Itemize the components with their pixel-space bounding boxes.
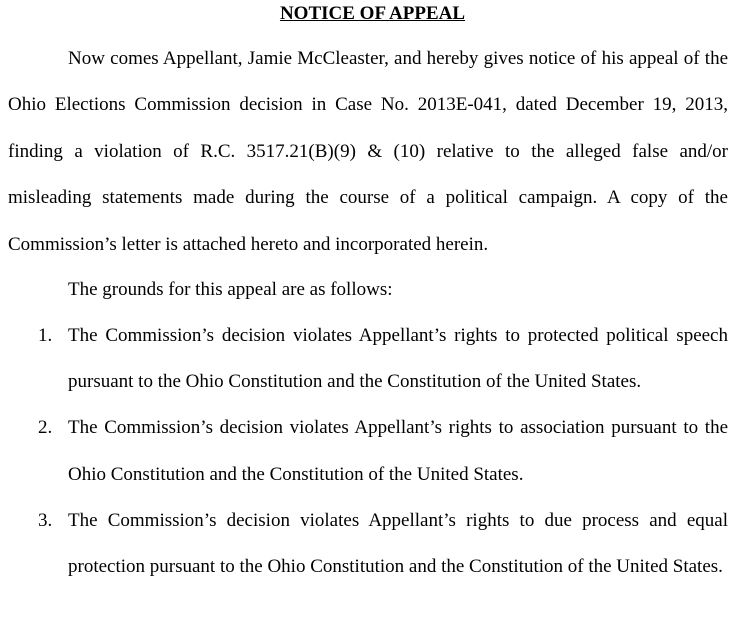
list-item-number: 2.: [38, 417, 53, 439]
document-title: NOTICE OF APPEAL: [279, 3, 466, 24]
list-item: [8, 405, 728, 497]
list-item-number: 3.: [38, 509, 53, 531]
grounds-intro-paragraph: The grounds for this appeal are as follows:: [68, 279, 393, 300]
list-item-number: 1.: [38, 325, 53, 346]
list-item-text: The Commission’s decision violates Appellant’s rights to association pursuant to the Ohio Constitution and the Constitution of the United States.: [68, 417, 728, 485]
list-item: [8, 498, 728, 590]
grounds-list: [8, 313, 728, 590]
list-item: [8, 313, 728, 405]
list-item-text: The Commission’s decision violates Appellant’s rights to due process and equal protection pursuant to the Ohio Constitution and the Constitution of the United States.: [68, 509, 728, 578]
intro-paragraph: Now comes Appellant, Jamie McCleaster, and hereby gives notice of his appeal of the Ohio Elections Commission decision in Case No. 2013E-041, dated December 19, 2013, finding a violation of R.C. 3517.21(B)(9) & (10) relative to the alleged false and/or misleading statements made during the course of a political campaign. A copy of the Commission’s letter is attached hereto and incorporated herein.: [8, 48, 728, 255]
list-item-text: The Commission’s decision violates Appellant’s rights to protected political speech pursuant to the Ohio Constitution and the Constitution of the United States.: [68, 325, 728, 393]
